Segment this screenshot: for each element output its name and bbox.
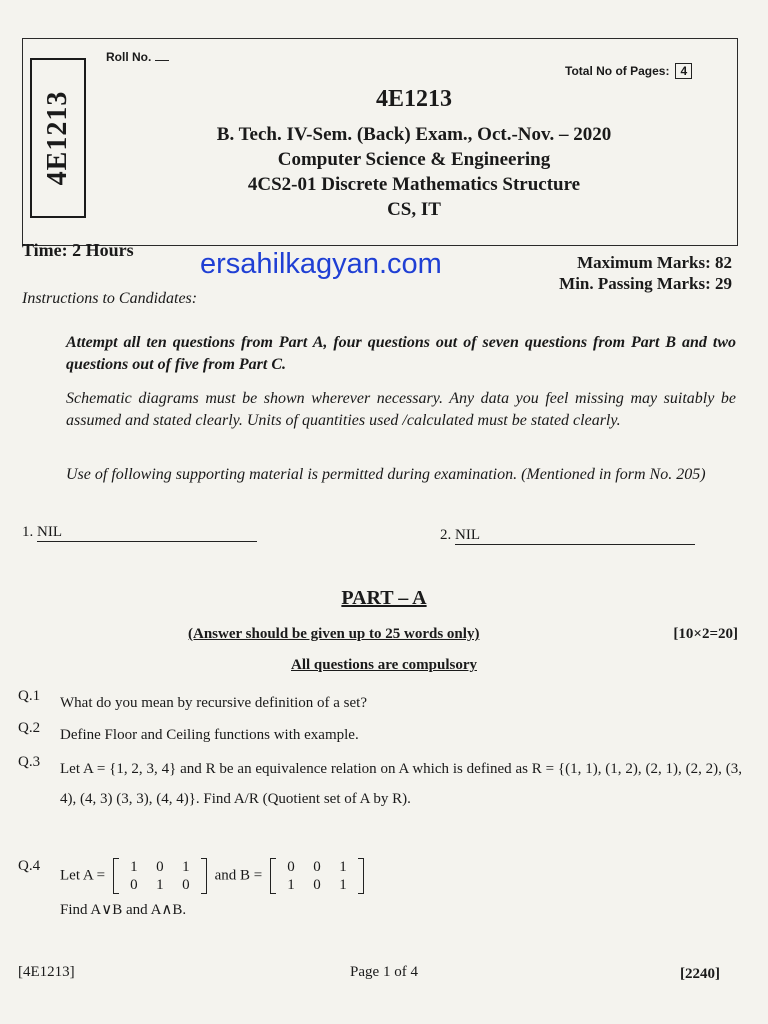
material-item-1-num: 1. [22, 524, 34, 540]
q4-mid: and B = [214, 867, 263, 884]
subject-title: 4CS2-01 Discrete Mathematics Structure [247, 174, 581, 195]
matrix-cell: 0 [156, 859, 164, 875]
matrix-cell: 1 [287, 877, 295, 893]
total-pages [565, 63, 692, 79]
material-item-1-value: NIL [37, 524, 62, 540]
instruction-1: Attempt all ten questions from Part A, four questions out of seven questions from Part B and two questions out of five from Part C. [66, 334, 736, 373]
watermark-text: ersahilkagyan.com [200, 248, 442, 280]
branch-title: Computer Science & Engineering [277, 149, 551, 170]
roll-blank [155, 60, 169, 61]
part-a-title: PART – A [341, 587, 427, 609]
min-passing-marks: Min. Passing Marks: 29 [559, 274, 732, 293]
material-item-2 [440, 527, 695, 545]
matrix-cell: 0 [287, 859, 295, 875]
pages-value: 4 [675, 63, 692, 79]
matrix-bracket-right [358, 858, 364, 894]
question-number: Q.4 [18, 858, 41, 874]
matrix-b [270, 858, 364, 894]
footer-paper-code: [4E1213] [18, 964, 75, 980]
matrix-cell: 0 [182, 877, 190, 893]
roll-label: Roll No. [106, 50, 152, 64]
instruction-3: Use of following supporting material is permitted during examination. (Mentioned in form No. 205) [66, 466, 706, 483]
material-item-2-line [455, 527, 695, 545]
exam-time: Time: 2 Hours [22, 240, 134, 260]
question-number: Q.3 [18, 754, 41, 770]
footer-serial: [2240] [680, 966, 720, 982]
streams-title: CS, IT [387, 199, 441, 220]
footer-page-number: Page 1 of 4 [350, 964, 418, 980]
material-item-1 [22, 524, 257, 542]
max-marks: Maximum Marks: 82 [577, 253, 732, 272]
matrix-a [113, 858, 207, 894]
material-item-1-line [37, 524, 257, 542]
instructions-heading: Instructions to Candidates: [22, 290, 198, 307]
question-number: Q.1 [18, 688, 41, 704]
compulsory-note: All questions are compulsory [291, 657, 477, 673]
paper-code: 4E1213 [375, 86, 452, 112]
matrix-cell: 1 [130, 859, 138, 875]
matrix-cell: 0 [130, 877, 138, 893]
part-a-marks: [10×2=20] [673, 626, 738, 642]
question-text: Define Floor and Ceiling functions with example. [60, 727, 359, 743]
matrix-cell: 1 [156, 877, 164, 893]
pages-label: Total No of Pages: [565, 64, 670, 78]
matrix-cell: 0 [313, 877, 321, 893]
question-4-line-1 [60, 858, 742, 894]
question-number: Q.2 [18, 720, 41, 736]
material-item-2-value: NIL [455, 527, 480, 543]
matrix-cell: 1 [339, 859, 347, 875]
matrix-bracket-right [201, 858, 207, 894]
exam-title: B. Tech. IV-Sem. (Back) Exam., Oct.-Nov. – 2020 [216, 124, 612, 145]
question-text: Let A = {1, 2, 3, 4} and R be an equivalence relation on A which is defined as R = {(1, 1), (1, 2), (2, 1), (2, 2), (3, 4), (4, 3) (3, 3), (4, 4)}. Find A/R (Quotient set of A by R). [60, 761, 742, 807]
roll-number [106, 50, 169, 64]
paper-code-box [30, 58, 86, 218]
q4-prefix: Let A = [60, 867, 106, 884]
material-item-2-num: 2. [440, 527, 452, 543]
answer-note: (Answer should be given up to 25 words only) [188, 626, 480, 642]
matrix-cell: 1 [182, 859, 190, 875]
matrix-cell: 0 [313, 859, 321, 875]
instruction-2: Schematic diagrams must be shown wherever necessary. Any data you feel missing may suitably be assumed and stated clearly. Units of quantities used /calculated must be stated clearly. [66, 390, 736, 429]
question-4-line-2: Find A∨B and A∧B. [60, 902, 187, 918]
matrix-cell: 1 [339, 877, 347, 893]
question-text: What do you mean by recursive definition of a set? [60, 695, 367, 711]
paper-code-vertical: 4E1213 [42, 90, 73, 186]
